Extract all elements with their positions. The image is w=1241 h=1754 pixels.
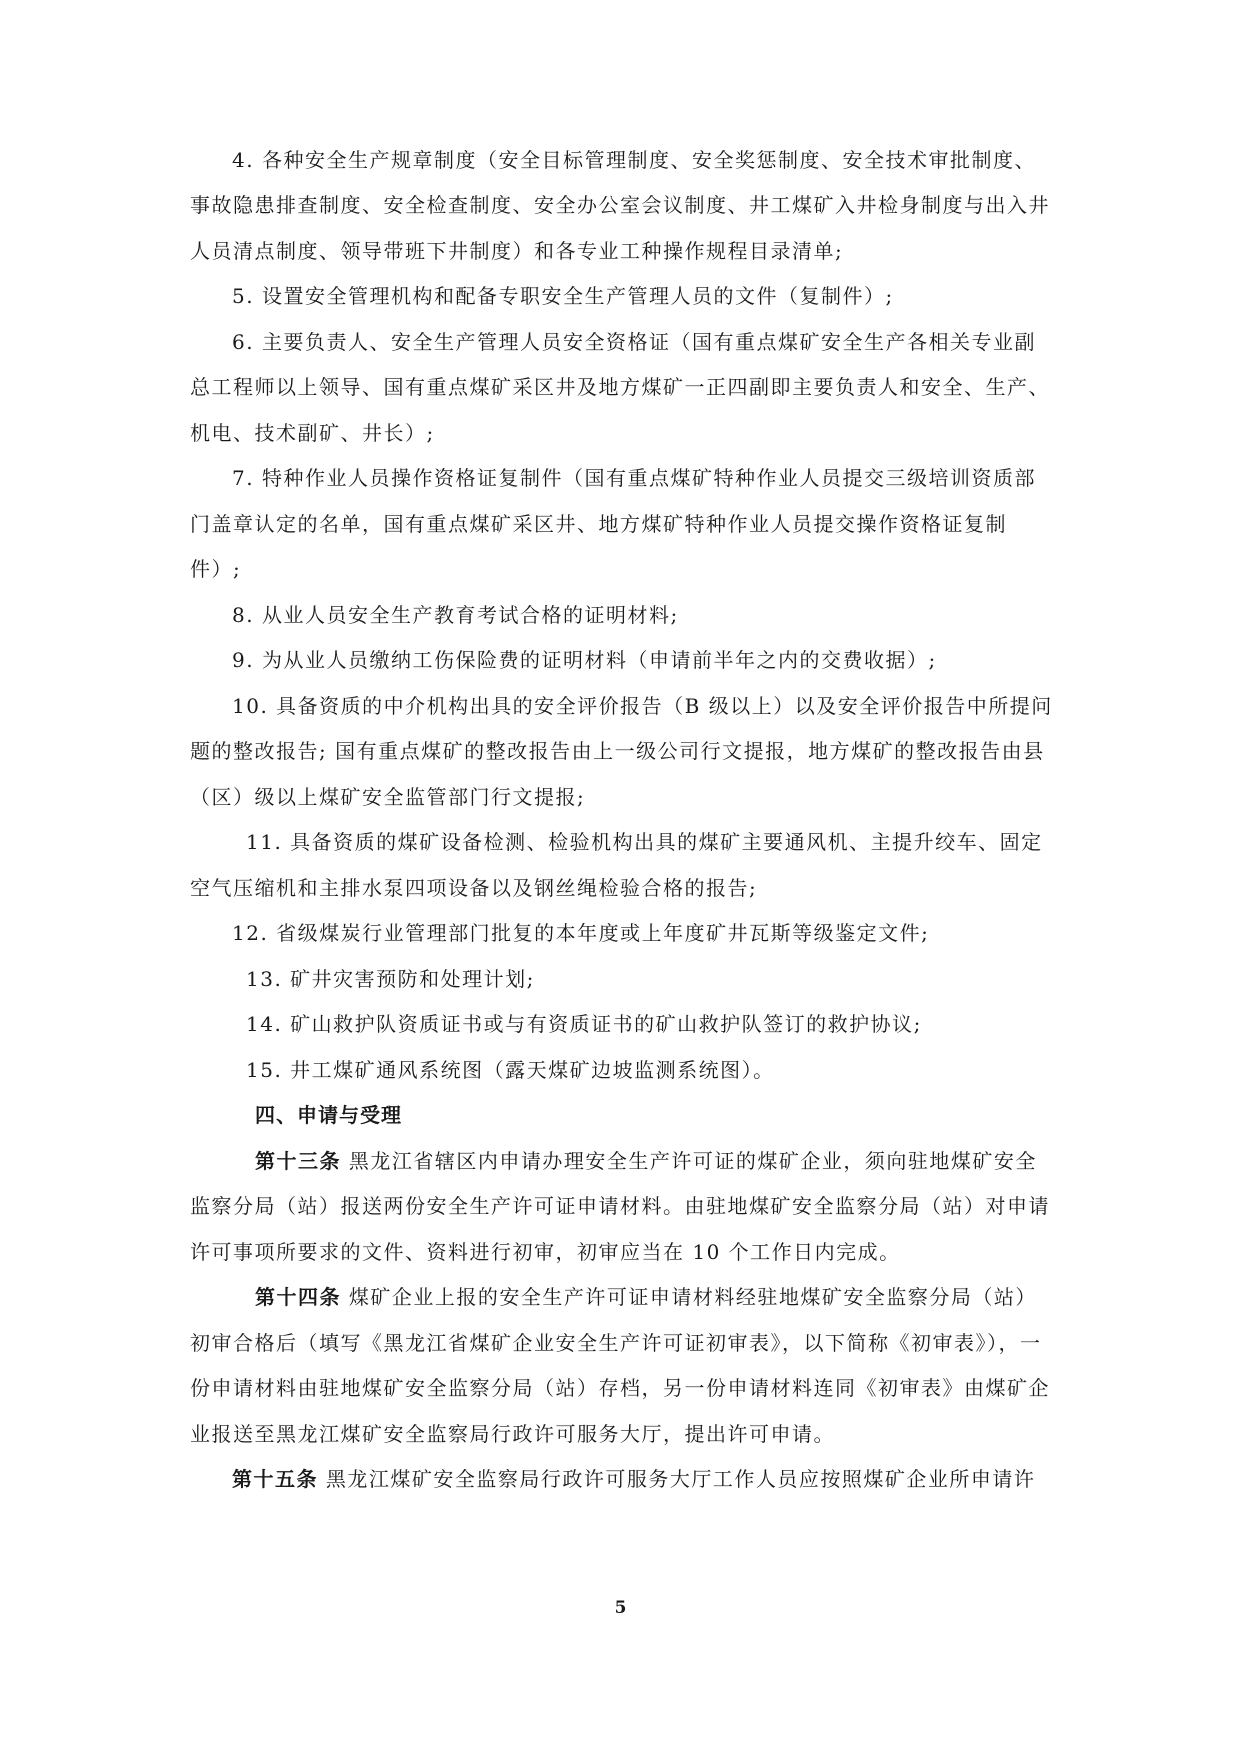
item-6-line-3: 机电、技术副矿、井长）; xyxy=(190,421,435,445)
item-4-line-1: 4. 各种安全生产规章制度（安全目标管理制度、安全奖惩制度、安全技术审批制度、 xyxy=(232,148,1036,172)
item-12-line-1: 12. 省级煤炭行业管理部门批复的本年度或上年度矿井瓦斯等级鉴定文件; xyxy=(232,921,930,945)
page-number: 5 xyxy=(614,1598,627,1618)
article-15-label: 第十五条 xyxy=(232,1467,318,1491)
item-5-line-1: 5. 设置安全管理机构和配备专职安全生产管理人员的文件（复制件）; xyxy=(232,284,894,308)
article-15-line-1 xyxy=(232,1465,1060,1493)
item-11-line-2: 空气压缩机和主排水泵四项设备以及钢丝绳检验合格的报告; xyxy=(190,876,758,900)
item-7-line-3: 件）; xyxy=(190,557,242,581)
article-14-line-2: 初审合格后（填写《黑龙江省煤矿企业安全生产许可证初审表》，以下简称《初审表》），一 xyxy=(190,1331,1042,1355)
item-10-line-3: （区）级以上煤矿安全监管部门行文提报; xyxy=(190,785,586,809)
article-14-line-1 xyxy=(255,1283,1060,1311)
item-7-line-2: 门盖章认定的名单，国有重点煤矿采区井、地方煤矿特种作业人员提交操作资格证复制 xyxy=(190,512,1007,536)
item-4-line-3: 人员清点制度、领导带班下井制度）和各专业工种操作规程目录清单; xyxy=(190,239,844,263)
item-11-line-1: 11. 具备资质的煤矿设备检测、检验机构出具的煤矿主要通风机、主提升绞车、固定 xyxy=(246,830,1043,854)
item-6-line-1: 6. 主要负责人、安全生产管理人员安全资格证（国有重点煤矿安全生产各相关专业副 xyxy=(232,330,1036,354)
article-14-label: 第十四条 xyxy=(255,1285,341,1309)
item-10-line-1: 10. 具备资质的中介机构出具的安全评价报告（B 级以上）以及安全评价报告中所提问 xyxy=(232,694,1053,718)
article-15-text-1: 黑龙江煤矿安全监察局行政许可服务大厅工作人员应按照煤矿企业所申请许 xyxy=(325,1467,1036,1491)
article-13-label: 第十三条 xyxy=(255,1149,341,1173)
item-9-line-1: 9. 为从业人员缴纳工伤保险费的证明材料（申请前半年之内的交费收据）; xyxy=(232,648,937,672)
item-13-line-1: 13. 矿井灾害预防和处理计划; xyxy=(246,967,535,991)
article-13-line-1 xyxy=(255,1147,1060,1175)
item-8-line-1: 8. 从业人员安全生产教育考试合格的证明材料; xyxy=(232,603,679,627)
section-heading: 四、申请与受理 xyxy=(255,1103,402,1127)
item-7-line-1: 7. 特种作业人员操作资格证复制件（国有重点煤矿特种作业人员提交三级培训资质部 xyxy=(232,466,1036,490)
item-4-line-2: 事故隐患排查制度、安全检查制度、安全办公室会议制度、井工煤矿入井检身制度与出入井 xyxy=(190,193,1050,217)
item-15-line-1: 15. 井工煤矿通风系统图（露天煤矿边坡监测系统图）。 xyxy=(246,1058,775,1082)
article-14-line-3: 份申请材料由驻地煤矿安全监察分局（站）存档，另一份申请材料连同《初审表》由煤矿企 xyxy=(190,1376,1050,1400)
article-13-text-1: 黑龙江省辖区内申请办理安全生产许可证的煤矿企业，须向驻地煤矿安全 xyxy=(348,1149,1037,1173)
article-14-line-4: 业报送至黑龙江煤矿安全监察局行政许可服务大厅，提出许可申请。 xyxy=(190,1422,835,1446)
article-14-text-1: 煤矿企业上报的安全生产许可证申请材料经驻地煤矿安全监察分局（站） xyxy=(348,1285,1037,1309)
item-6-line-2: 总工程师以上领导、国有重点煤矿采区井及地方煤矿一正四副即主要负责人和安全、生产、 xyxy=(190,375,1050,399)
item-14-line-1: 14. 矿山救护队资质证书或与有资质证书的矿山救护队签订的救护协议; xyxy=(246,1012,922,1036)
article-13-line-2: 监察分局（站）报送两份安全生产许可证申请材料。由驻地煤矿安全监察分局（站）对申请 xyxy=(190,1194,1050,1218)
article-13-line-3: 许可事项所要求的文件、资料进行初审，初审应当在 10 个工作日内完成。 xyxy=(190,1240,901,1264)
item-10-line-2: 题的整改报告; 国有重点煤矿的整改报告由上一级公司行文提报，地方煤矿的整改报告由县 xyxy=(190,739,1045,763)
